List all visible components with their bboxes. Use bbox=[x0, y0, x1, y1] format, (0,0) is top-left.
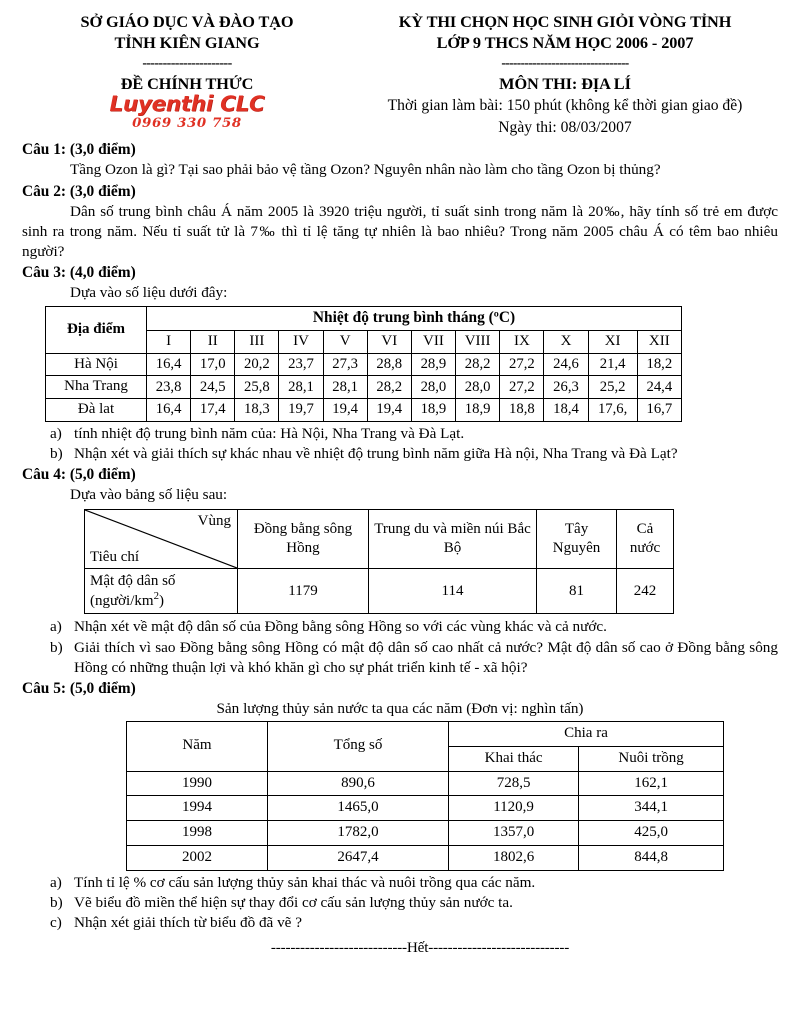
question-4-intro: Dựa vào bảng số liệu sau: bbox=[70, 486, 228, 504]
temperature-cell: 25,8 bbox=[235, 376, 279, 399]
temperature-cell: 17,6, bbox=[588, 399, 637, 422]
table-row bbox=[127, 771, 724, 796]
watermark-phone-number: 0969 330 758 bbox=[132, 114, 242, 131]
question-3-subitems bbox=[22, 424, 778, 464]
fisheries-aqua-cell: 162,1 bbox=[579, 771, 724, 796]
temperature-cell: 16,4 bbox=[147, 353, 191, 376]
density-label-line2: (người/km bbox=[90, 593, 154, 610]
left-divider: ---------------------- bbox=[142, 56, 232, 72]
temperature-cell: 18,8 bbox=[500, 399, 544, 422]
temperature-place-header: Địa điểm bbox=[46, 307, 147, 353]
right-divider: --------------------------------- bbox=[501, 55, 629, 71]
table-row bbox=[127, 796, 724, 821]
table-row bbox=[127, 821, 724, 846]
temperature-cell: 24,6 bbox=[544, 353, 588, 376]
density-region-header bbox=[617, 510, 674, 569]
density-region-header bbox=[238, 510, 369, 569]
list-item-text: Nhận xét giải thích từ biểu đồ đã vẽ ? bbox=[74, 913, 302, 931]
list-item-marker: c) bbox=[50, 913, 62, 931]
region-label: Cả nước bbox=[629, 520, 661, 557]
temperature-cell: 23,8 bbox=[147, 376, 191, 399]
fisheries-total-cell: 1465,0 bbox=[268, 796, 449, 821]
question-2-body: Dân số trung bình châu Á năm 2005 là 3920 triệu người, tỉ suất sinh trong năm là 20‰, hãy tính số trẻ em được sinh ra trong năm. Nếu tỉ suất tử là 7‰ thì tỉ lệ tăng tự nhiên là bao nhiêu? Trong năm 2005 châu Á có têm bao nhiêu người? bbox=[22, 202, 778, 260]
density-label-exponent: 2 bbox=[153, 590, 159, 603]
temperature-cell: 27,2 bbox=[500, 376, 544, 399]
fisheries-aqua-cell: 844,8 bbox=[579, 846, 724, 871]
question-3-heading: Câu 3: (4,0 điểm) bbox=[22, 264, 136, 282]
temperature-cell: 18,9 bbox=[455, 399, 499, 422]
list-item bbox=[22, 444, 778, 464]
temperature-cell: 28,0 bbox=[411, 376, 455, 399]
fisheries-year-cell: 1998 bbox=[127, 821, 268, 846]
population-density-table bbox=[84, 509, 674, 614]
temperature-cell: 18,2 bbox=[637, 353, 681, 376]
temperature-cell: 21,4 bbox=[588, 353, 637, 376]
list-item bbox=[22, 617, 778, 637]
document-header bbox=[22, 10, 778, 139]
region-label: Tây Nguyên bbox=[552, 520, 601, 557]
list-item-marker: a) bbox=[50, 618, 62, 636]
region-label: Trung du và miền núi Bắc Bộ bbox=[374, 520, 531, 557]
density-region-header bbox=[368, 510, 536, 569]
list-item bbox=[22, 913, 778, 933]
watermark-logo bbox=[22, 94, 352, 130]
province-name-line2: TỈNH KIÊN GIANG bbox=[114, 32, 260, 52]
temperature-cell: 28,2 bbox=[455, 353, 499, 376]
list-item-text: Nhận xét về mật độ dân số của Đồng bằng sông Hồng so với các vùng khác và cả nước. bbox=[74, 618, 607, 636]
list-item-text: Giải thích vì sao Đồng bằng sông Hồng có mật độ dân số cao nhất cả nước? Mật độ dân số cao ở Đồng bằng sông Hồng có những thuận lợi và khó khăn gì cho sự phát triển kinh tế - xã hội? bbox=[74, 638, 778, 676]
temperature-cell: 27,2 bbox=[500, 353, 544, 376]
month-header: VI bbox=[367, 330, 411, 353]
temperature-cell: 18,4 bbox=[544, 399, 588, 422]
list-item bbox=[22, 424, 778, 444]
exam-subject: MÔN THI: ĐỊA LÍ bbox=[499, 74, 631, 94]
list-item-text: Tính tỉ lệ % cơ cấu sản lượng thủy sản khai thác và nuôi trồng qua các năm. bbox=[74, 873, 536, 891]
month-header: III bbox=[235, 330, 279, 353]
density-value-cell: 114 bbox=[368, 569, 536, 614]
density-value-cell: 242 bbox=[617, 569, 674, 614]
temperature-cell: 24,5 bbox=[191, 376, 235, 399]
question-5-subitems bbox=[22, 873, 778, 933]
month-header: IX bbox=[500, 330, 544, 353]
temperature-cell: 25,2 bbox=[588, 376, 637, 399]
temperature-cell: 17,4 bbox=[191, 399, 235, 422]
fisheries-aqua-cell: 425,0 bbox=[579, 821, 724, 846]
fisheries-year-cell: 2002 bbox=[127, 846, 268, 871]
temperature-table-header-row-1 bbox=[46, 307, 682, 330]
exam-title-line2: LỚP 9 THCS NĂM HỌC 2006 - 2007 bbox=[436, 32, 694, 52]
density-row-label bbox=[85, 569, 238, 614]
temperature-cell: 16,7 bbox=[637, 399, 681, 422]
month-header: IV bbox=[279, 330, 323, 353]
fisheries-total-cell: 890,6 bbox=[268, 771, 449, 796]
temperature-cell: 28,9 bbox=[411, 353, 455, 376]
question-1-body: Tầng Ozon là gì? Tại sao phải bảo vệ tầng Ozon? Nguyên nhân nào làm cho tầng Ozon bị thủng? bbox=[70, 161, 661, 179]
temperature-table bbox=[45, 306, 682, 422]
table-row bbox=[46, 399, 682, 422]
header-right-block bbox=[352, 10, 778, 139]
fisheries-year-header: Năm bbox=[127, 722, 268, 772]
temperature-cell: 20,2 bbox=[235, 353, 279, 376]
list-item-marker: a) bbox=[50, 873, 62, 891]
table-row bbox=[46, 353, 682, 376]
question-4-heading: Câu 4: (5,0 điểm) bbox=[22, 466, 136, 484]
list-item bbox=[22, 873, 778, 893]
list-item bbox=[22, 638, 778, 678]
density-table-header-row bbox=[85, 510, 674, 569]
region-label: Đồng bằng sông Hồng bbox=[253, 520, 353, 557]
exam-duration: Thời gian làm bài: 150 phút (không kể thời gian giao đề) bbox=[387, 96, 743, 114]
temperature-cell: 28,2 bbox=[367, 376, 411, 399]
temperature-cell: 17,0 bbox=[191, 353, 235, 376]
temperature-cell: 28,1 bbox=[323, 376, 367, 399]
question-4-subitems bbox=[22, 617, 778, 677]
temperature-cell: 18,9 bbox=[411, 399, 455, 422]
watermark-brand-text: Luyenthi CLC bbox=[109, 92, 265, 118]
list-item-marker: b) bbox=[50, 893, 63, 911]
question-2-heading: Câu 2: (3,0 điểm) bbox=[22, 182, 136, 200]
header-left-block bbox=[22, 10, 352, 139]
fisheries-capture-cell: 1120,9 bbox=[449, 796, 579, 821]
temperature-cell: 19,4 bbox=[367, 399, 411, 422]
question-5-heading: Câu 5: (5,0 điểm) bbox=[22, 679, 136, 697]
fisheries-total-cell: 2647,4 bbox=[268, 846, 449, 871]
temperature-cell: 28,1 bbox=[279, 376, 323, 399]
temperature-cell: 19,4 bbox=[323, 399, 367, 422]
corner-top-label: Vùng bbox=[197, 513, 231, 530]
temperature-cell: 28,8 bbox=[367, 353, 411, 376]
month-header: VIII bbox=[455, 330, 499, 353]
month-header: XII bbox=[637, 330, 681, 353]
table-row bbox=[127, 846, 724, 871]
diagonal-corner-cell bbox=[85, 510, 238, 569]
list-item-marker: b) bbox=[50, 638, 63, 656]
temperature-cell: 28,0 bbox=[455, 376, 499, 399]
fisheries-aqua-header: Nuôi trồng bbox=[579, 746, 724, 771]
list-item-text: Nhận xét và giải thích sự khác nhau về nhiệt độ trung bình năm giữa Hà nội, Nha Trang và Đà Lạt? bbox=[74, 444, 678, 462]
end-of-exam-marker: ----------------------------Hết----------------------------- bbox=[270, 938, 570, 956]
corner-bottom-label: Tiêu chí bbox=[90, 548, 140, 565]
temperature-row-place: Hà Nội bbox=[46, 353, 147, 376]
month-header: V bbox=[323, 330, 367, 353]
month-header: I bbox=[147, 330, 191, 353]
temperature-cell: 27,3 bbox=[323, 353, 367, 376]
temperature-group-header: Nhiệt độ trung bình tháng (ºC) bbox=[147, 307, 682, 330]
question-5-caption: Sản lượng thủy sản nước ta qua các năm (Đơn vị: nghìn tấn) bbox=[216, 699, 584, 717]
exam-date: Ngày thi: 08/03/2007 bbox=[498, 118, 632, 136]
month-header: XI bbox=[588, 330, 637, 353]
fisheries-output-table bbox=[126, 721, 724, 871]
question-1-heading: Câu 1: (3,0 điểm) bbox=[22, 141, 136, 159]
fisheries-aqua-cell: 344,1 bbox=[579, 796, 724, 821]
table-row bbox=[85, 569, 674, 614]
fisheries-capture-cell: 728,5 bbox=[449, 771, 579, 796]
month-header: VII bbox=[411, 330, 455, 353]
month-header: II bbox=[191, 330, 235, 353]
fisheries-total-header: Tổng số bbox=[268, 722, 449, 772]
temperature-row-place: Đà lat bbox=[46, 399, 147, 422]
density-value-cell: 1179 bbox=[238, 569, 369, 614]
temperature-cell: 16,4 bbox=[147, 399, 191, 422]
exam-title-line1: KỲ THI CHỌN HỌC SINH GIỎI VÒNG TỈNH bbox=[398, 12, 732, 31]
density-label-line1: Mật độ dân số bbox=[90, 573, 176, 590]
density-region-header bbox=[537, 510, 617, 569]
density-label-end: ) bbox=[158, 593, 164, 610]
density-value-cell: 81 bbox=[537, 569, 617, 614]
fisheries-year-cell: 1990 bbox=[127, 771, 268, 796]
list-item-text: tính nhiệt độ trung bình năm của: Hà Nội, Nha Trang và Đà Lạt. bbox=[74, 424, 465, 442]
fisheries-capture-cell: 1357,0 bbox=[449, 821, 579, 846]
table-row bbox=[46, 376, 682, 399]
question-3-intro: Dựa vào số liệu dưới đây: bbox=[70, 284, 228, 302]
list-item-marker: b) bbox=[50, 444, 63, 462]
temperature-row-place: Nha Trang bbox=[46, 376, 147, 399]
temperature-cell: 23,7 bbox=[279, 353, 323, 376]
temperature-cell: 18,3 bbox=[235, 399, 279, 422]
fisheries-total-cell: 1782,0 bbox=[268, 821, 449, 846]
temperature-cell: 26,3 bbox=[544, 376, 588, 399]
fisheries-year-cell: 1994 bbox=[127, 796, 268, 821]
temperature-cell: 19,7 bbox=[279, 399, 323, 422]
fisheries-capture-header: Khai thác bbox=[449, 746, 579, 771]
official-exam-label: ĐỀ CHÍNH THỨC bbox=[120, 74, 254, 94]
fisheries-group-header: Chia ra bbox=[449, 722, 724, 747]
list-item-marker: a) bbox=[50, 424, 62, 442]
fisheries-header-row-1 bbox=[127, 722, 724, 747]
month-header: X bbox=[544, 330, 588, 353]
list-item-text: Vẽ biểu đồ miền thể hiện sự thay đổi cơ cấu sản lượng thủy sản nước ta. bbox=[74, 893, 513, 911]
fisheries-capture-cell: 1802,6 bbox=[449, 846, 579, 871]
department-name-line1: SỞ GIÁO DỤC VÀ ĐÀO TẠO bbox=[80, 12, 294, 31]
temperature-cell: 24,4 bbox=[637, 376, 681, 399]
list-item bbox=[22, 893, 778, 913]
